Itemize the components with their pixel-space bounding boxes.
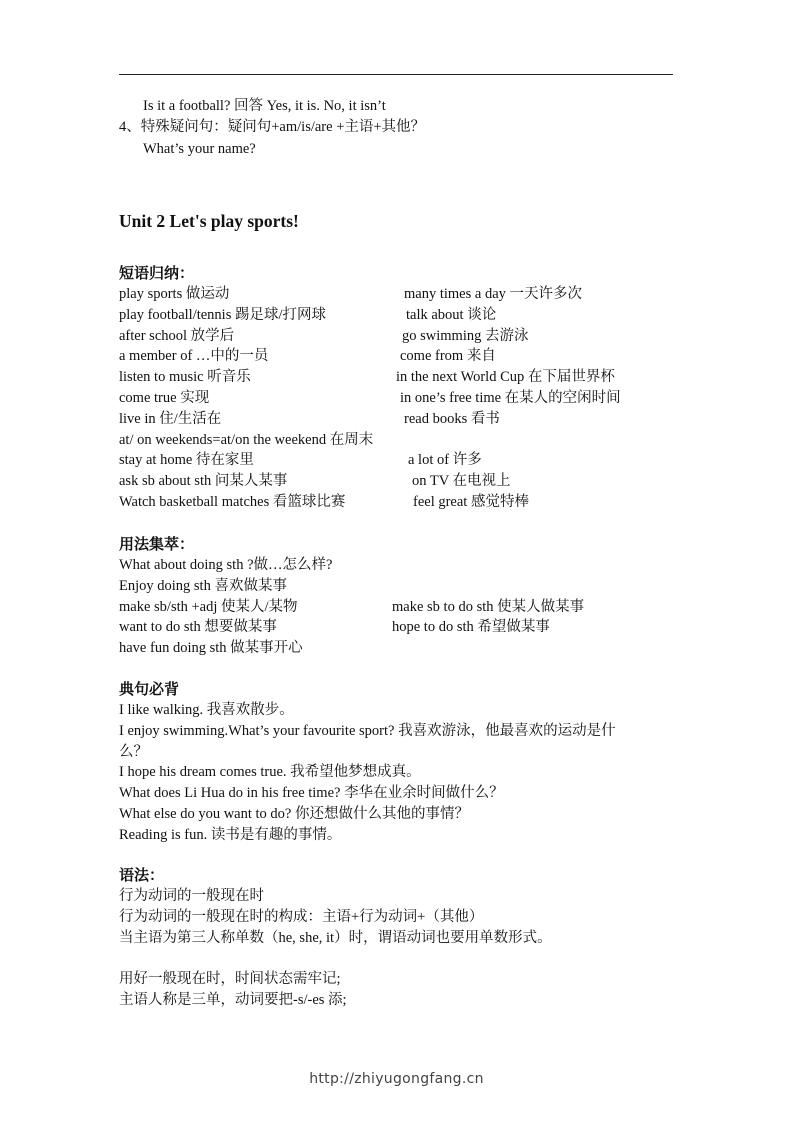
grammar-line: 用好一般现在时，时间状态需牢记; xyxy=(119,971,341,988)
footer-url: http://zhiyugongfang.cn xyxy=(309,1071,484,1087)
phrase-item-right: feel great 感觉特棒 xyxy=(413,494,529,510)
grammar-line: 行为动词的一般现在时的构成：主语+行为动词+（其他） xyxy=(119,908,484,925)
phrase-item-right: read books 看书 xyxy=(404,410,500,427)
unit-title: Unit 2 Let's play sports! xyxy=(119,211,299,231)
phrase-item-left: play football/tennis 踢足球/打网球 xyxy=(119,306,327,323)
sentence-line: 么？ xyxy=(119,743,148,760)
usage-item-left: have fun doing sth 做某事开心 xyxy=(119,640,303,657)
sentence-line: What does Li Hua do in his free time? 李华在业余时间做什么？ xyxy=(119,785,504,802)
phrase-item-left: a member of …中的一员 xyxy=(119,348,269,365)
usage-item-left: want to do sth 想要做某事 xyxy=(119,619,277,636)
phrase-item-left: come true 实现 xyxy=(119,390,210,406)
sentence-line: I like walking. 我喜欢散步。 xyxy=(119,702,294,718)
sentence-line: What else do you want to do? 你还想做什么其他的事情？ xyxy=(119,806,469,822)
grammar-heading: 语法： xyxy=(119,866,165,884)
phrase-item-left: after school 放学后 xyxy=(119,327,235,344)
phrase-item-left: at/ on weekends=at/on the weekend 在周末 xyxy=(119,431,374,448)
phrase-item-right: go swimming 去游泳 xyxy=(402,327,529,344)
header-rule xyxy=(119,74,673,75)
usage-heading: 用法集萃： xyxy=(119,535,195,553)
grammar-line: 行为动词的一般现在时 xyxy=(119,888,264,904)
sentence-line: I enjoy swimming.What’s your favourite sport? 我喜欢游泳，他最喜欢的运动是什 xyxy=(119,722,616,739)
phrase-item-right: talk about 谈论 xyxy=(406,306,497,323)
usage-item-right: make sb to do sth 使某人做某事 xyxy=(392,598,585,615)
intro-line-2: 4、特殊疑问句：疑问句+am/is/are +主语+其他？ xyxy=(119,119,426,135)
usage-item-left: make sb/sth +adj 使某人/某物 xyxy=(119,598,298,615)
phrases-heading: 短语归纳： xyxy=(119,264,195,282)
phrase-item-left: ask sb about sth 问某人某事 xyxy=(119,473,288,490)
grammar-line: 主语人称是三单，动词要把-s/-es 添; xyxy=(119,992,347,1008)
intro-line-1: Is it a football? 回答 Yes, it is. No, it isn’t xyxy=(143,98,386,114)
usage-item-left: What about doing sth ?做…怎么样? xyxy=(119,557,333,573)
phrase-item-right: in one’s free time 在某人的空闲时间 xyxy=(400,390,621,406)
usage-item-right: hope to do sth 希望做某事 xyxy=(392,619,550,636)
usage-item-left: Enjoy doing sth 喜欢做某事 xyxy=(119,577,287,594)
phrase-item-left: Watch basketball matches 看篮球比赛 xyxy=(119,494,346,510)
phrase-item-right: in the next World Cup 在下届世界杯 xyxy=(396,369,615,386)
phrase-item-right: a lot of 许多 xyxy=(408,452,482,469)
phrase-item-left: play sports 做运动 xyxy=(119,286,230,302)
sentence-line: Reading is fun. 读书是有趣的事情。 xyxy=(119,826,342,843)
sentence-line: I hope his dream comes true. 我希望他梦想成真。 xyxy=(119,764,421,781)
intro-line-3: What’s your name? xyxy=(143,141,256,157)
phrase-item-left: stay at home 待在家里 xyxy=(119,452,254,469)
phrase-item-right: many times a day 一天许多次 xyxy=(404,286,582,302)
phrase-item-left: listen to music 听音乐 xyxy=(119,369,251,386)
grammar-line: 当主语为第三人称单数（he, she, it）时，谓语动词也要用单数形式。 xyxy=(119,929,552,946)
phrase-item-right: come from 来自 xyxy=(400,348,496,365)
phrase-item-right: on TV 在电视上 xyxy=(412,473,511,490)
phrase-item-left: live in 住/生活在 xyxy=(119,410,222,427)
sentences-heading: 典句必背 xyxy=(119,680,180,698)
